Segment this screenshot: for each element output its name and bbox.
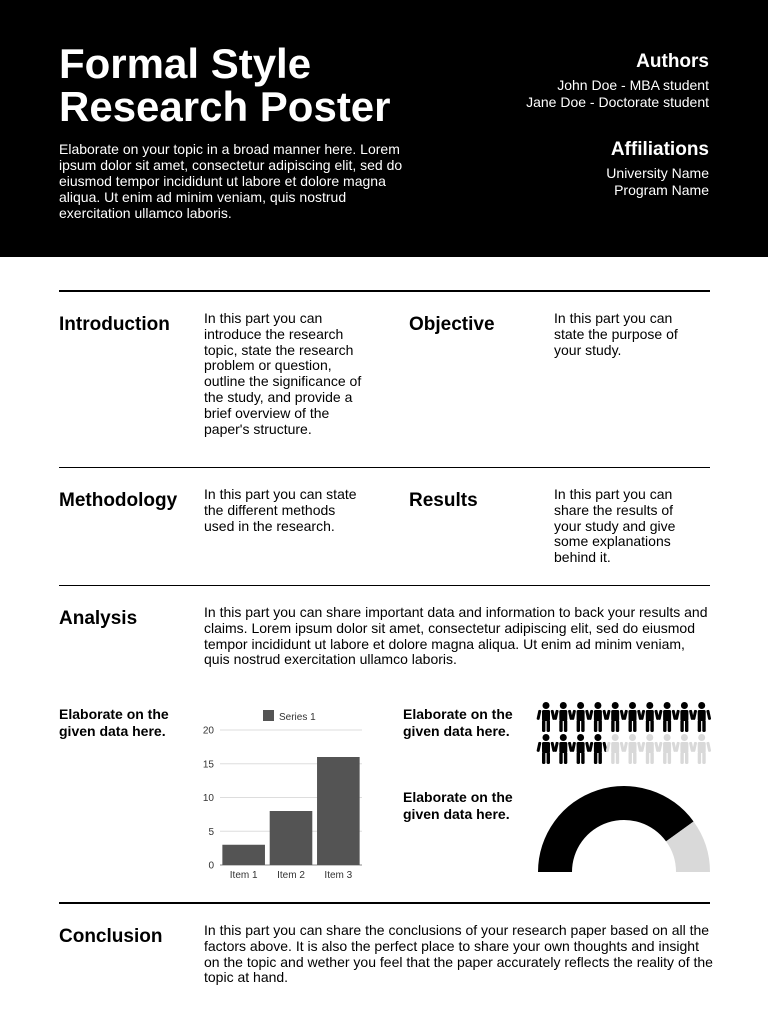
- results-title: Results: [409, 490, 478, 511]
- poster-header: [0, 0, 768, 257]
- gauge-chart: [536, 783, 714, 875]
- author-2: Jane Doe - Doctorate student: [526, 93, 709, 110]
- y-tick-label: 5: [208, 826, 214, 838]
- divider-1: [59, 467, 710, 468]
- y-tick-label: 10: [202, 793, 214, 804]
- person-icon: [588, 734, 607, 764]
- authors-heading: Authors: [636, 51, 709, 72]
- objective-text: In this part you can state the purpose of your study.: [554, 310, 678, 358]
- affiliation-1: University Name: [606, 165, 709, 181]
- poster-title-line-1: Formal Style: [59, 40, 312, 87]
- results-text: In this part you can share the results of your study and give some explanations behind it.: [554, 486, 676, 566]
- introduction-text: In this part you can introduce the research topic, state the research problem or question, outline the significance of the study, and provide a brief overview of the paper's structure.: [204, 310, 362, 437]
- y-tick-label: 0: [208, 860, 214, 872]
- person-icon: [640, 702, 659, 732]
- methodology-text: In this part you can state the different methods used in the research.: [204, 486, 357, 534]
- affiliations-block: [606, 139, 709, 198]
- x-tick-label: Item 3: [324, 870, 353, 881]
- person-icon: [571, 702, 590, 732]
- bar: [270, 811, 313, 865]
- gauge-filled-arc: [538, 786, 694, 872]
- person-icon: [658, 734, 677, 764]
- person-icon: [658, 702, 677, 732]
- author-1: John Doe - MBA student: [557, 77, 709, 93]
- legend-label: Series 1: [279, 712, 316, 723]
- conclusion-text: In this part you can share the conclusions of your research paper based on all the factors above. It is also the perfect place to share your own thoughts and insight on the topic and wether you feel that the paper accurately reflects the reality of the topic at hand.: [204, 922, 713, 986]
- person-icon: [536, 702, 555, 732]
- pictograph-caption: Elaborate on the given data here.: [403, 706, 513, 739]
- affiliations-heading: Affiliations: [610, 139, 709, 160]
- poster-title: [59, 42, 479, 128]
- poster-description: Elaborate on your topic in a broad manner here. Lorem ipsum dolor sit amet, consectetur adipiscing elit, sed do eiusmod tempor incididunt ut labore et dolore magna aliqua. Ut enim ad minim veniam, quis nostrud exercitation ullamco laboris.: [59, 141, 403, 221]
- person-icon: [623, 702, 642, 732]
- person-icon: [536, 734, 555, 764]
- bar-chart-caption: Elaborate on the given data here.: [59, 706, 169, 739]
- bar: [222, 845, 265, 865]
- x-tick-label: Item 2: [277, 870, 305, 881]
- person-icon: [623, 734, 642, 764]
- person-icon: [554, 734, 573, 764]
- person-icon: [640, 734, 659, 764]
- conclusion-title: Conclusion: [59, 926, 163, 947]
- legend-swatch: [263, 710, 274, 721]
- y-tick-label: 15: [202, 759, 214, 771]
- affiliation-2: Program Name: [614, 181, 709, 198]
- objective-title: Objective: [409, 314, 495, 335]
- people-pictograph: [536, 700, 716, 766]
- gauge-caption: Elaborate on the given data here.: [403, 789, 513, 822]
- x-tick-label: Item 1: [229, 870, 258, 881]
- person-icon: [571, 734, 590, 764]
- authors-block: [526, 51, 709, 110]
- bar-chart: [195, 700, 375, 890]
- person-icon: [606, 734, 625, 764]
- y-tick-label: 20: [202, 725, 214, 737]
- introduction-title: Introduction: [59, 314, 170, 335]
- person-icon: [675, 734, 694, 764]
- analysis-text: In this part you can share important data and information to back your results and claims. Lorem ipsum dolor sit amet, consectetur adipiscing elit, sed do eiusmod tempor incididunt ut labore et dolore magna aliqua. Ut enim ad minim veniam, quis nostrud exercitation ullamco laboris.: [204, 604, 708, 668]
- analysis-title: Analysis: [59, 608, 138, 629]
- person-icon: [588, 702, 607, 732]
- person-icon: [606, 702, 625, 732]
- divider-top: [59, 290, 710, 292]
- person-icon: [692, 702, 711, 732]
- divider-2: [59, 585, 710, 586]
- poster-title-line-2: Research Poster: [59, 83, 391, 130]
- person-icon: [675, 702, 694, 732]
- methodology-title: Methodology: [59, 490, 178, 511]
- person-icon: [692, 734, 711, 764]
- bar: [317, 757, 360, 865]
- person-icon: [554, 702, 573, 732]
- divider-3: [59, 902, 710, 904]
